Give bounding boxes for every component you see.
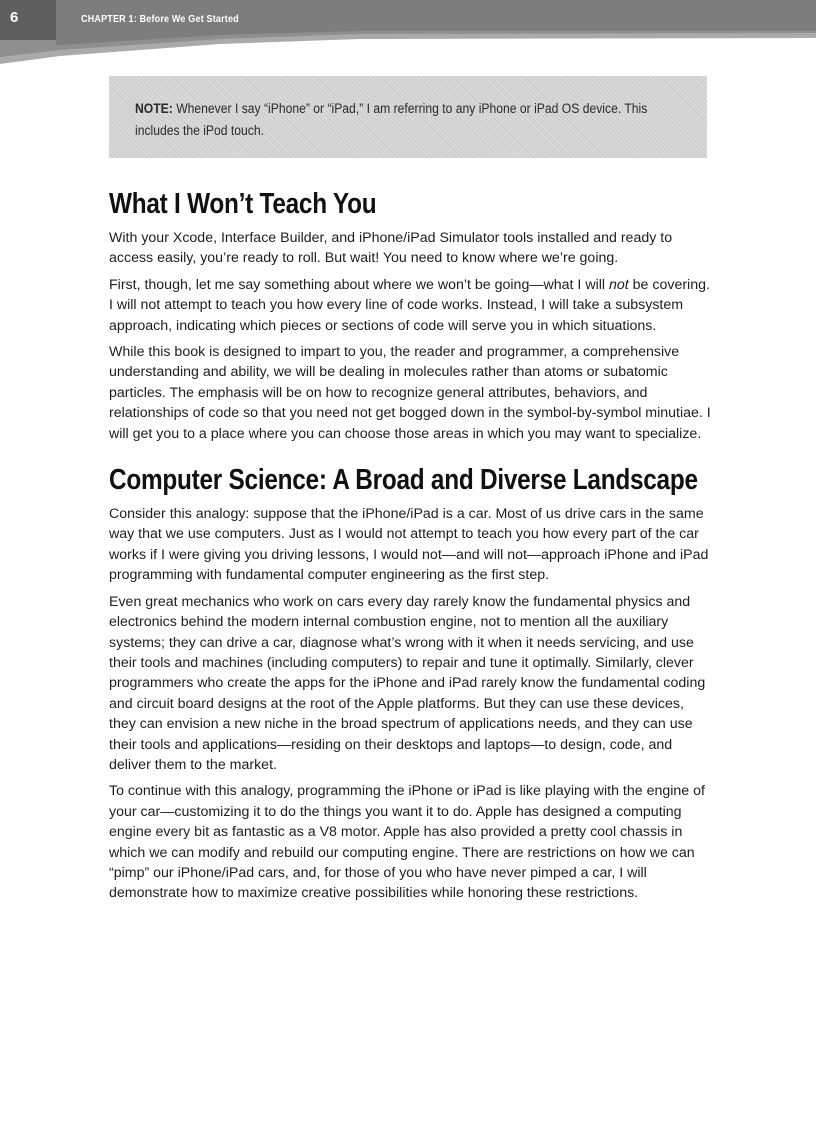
paragraph: Consider this analogy: suppose that the iPhone/iPad is a car. Most of us drive cars in the same way that we use computers. Just as I would not attempt to teach you how every part of the car works if I were giving you driving lessons, I would not—and will not—approach iPhone and iPad programming with fundamental computer engineering as the first step. [109,506,709,584]
paragraph: With your Xcode, Interface Builder, and iPhone/iPad Simulator tools installed and ready to access easily, you’re ready to roll. But wait! You need to know where we’re going. [109,230,673,267]
emphasis-text: not [608,276,629,293]
paragraph-text: First, though, let me say something about where we won’t be going—what I will [109,276,609,293]
paragraph-text: be covering. I will not attempt to teach you how every line of code works. Instead, I will take a subsystem approach, indicating which pieces or sections of code will serve you in which situations. [109,276,710,334]
paragraph: While this book is designed to impart to you, the reader and programmer, a comprehensive understanding and ability, we will be dealing in molecules rather than atoms or subatomic particles. The emphasis will be on how to recognize general attributes, behaviors, and relationships of code so that you need not get bogged down in the symbol-by-symbol minutiae. I will get you to a place where you can choose those areas in which you may want to specialize. [109,344,711,442]
header-band-shape [0,0,816,70]
paragraph: Even great mechanics who work on cars every day rarely know the fundamental physics and electronics behind the modern internal combustion engine, not to mention all the auxiliary systems; they can drive a car, diagnose what’s wrong with it when it needs servicing, and use their tools and machines (including computers) to repair and tune it optimally. Similarly, clever programmers who create the apps for the iPhone and iPad rarely know the fundamental coding and circuit board designs at the root of the Apple platforms. But they can use these devices, they can envision a new niche in the broad spectrum of applications needs, and they can use their tools and applications—residing on their desktops and laptops—to design, code, and deliver them to the market. [109,593,706,773]
page-number: 6 [10,9,19,26]
chapter-header-band [0,0,816,50]
paragraph: To continue with this analogy, programming the iPhone or iPad is like playing with the engine of your car—customizing it to do the things you want it to do. Apple has designed a computing engine every bit as fantastic as a V8 motor. Apple has also provided a pretty cool chassis in which we can modify and rebuild our computing engine. There are restrictions on how we can “pimp” our iPhone/iPad cars, and, for those of you who have never pimped a car, I will demonstrate how to maximize creative possibilities while honoring these restrictions. [109,783,705,902]
note-text-block [135,98,693,142]
section-heading-what-i-wont-teach: What I Won’t Teach You [109,188,377,220]
note-body: Whenever I say “iPhone” or “iPad,” I am referring to any iPhone or iPad OS device. This includes the iPod touch. [135,101,648,138]
note-box [109,76,707,158]
chapter-title: CHAPTER 1: Before We Get Started [81,13,239,25]
main-content [109,186,713,910]
paragraph [109,275,713,336]
note-label: NOTE: [135,101,173,116]
section-heading-computer-science: Computer Science: A Broad and Diverse Landscape [109,464,698,497]
